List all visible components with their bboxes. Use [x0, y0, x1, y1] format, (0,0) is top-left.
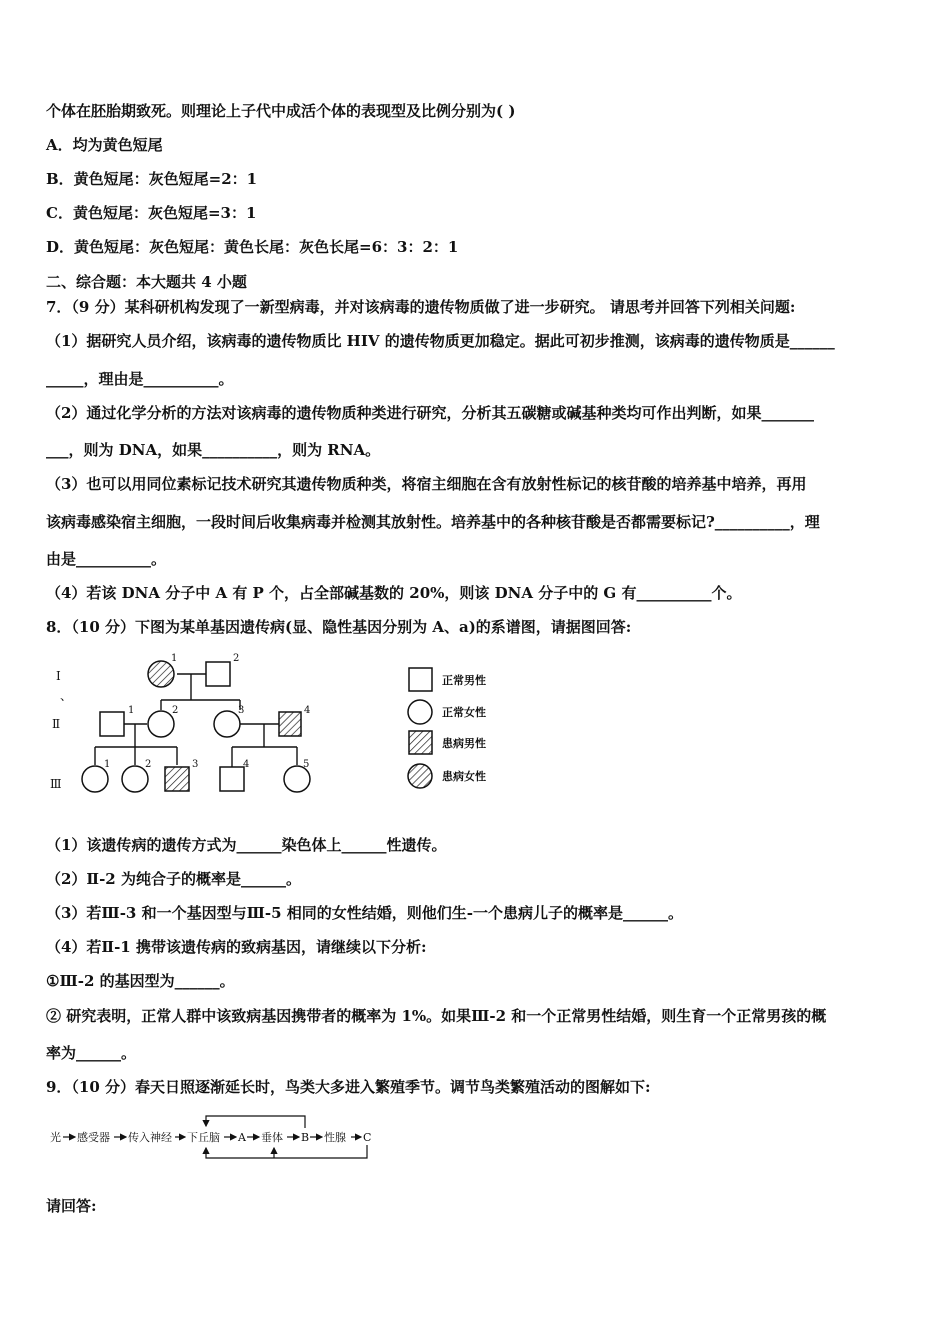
question-8-part4-sub2-cont: 率为______。: [46, 1044, 137, 1062]
question-9-stem: 9．（10 分）春天日照逐渐延长时，鸟类大多进入繁殖季节。调节鸟类繁殖活动的图解如下:: [46, 1078, 651, 1096]
individual-III-4: [220, 767, 244, 791]
individual-III-3: [165, 767, 189, 791]
number-III-4: 4: [243, 759, 250, 770]
question-8-part3: （3）若Ⅲ-3 和一个基因型与Ⅲ-5 相同的女性结婚，则他们生-一个患病儿子的概率是______。: [46, 904, 683, 922]
question-7-part3-cont: 该病毒感染宿主细胞，一段时间后收集病毒并检测其放射性。培养基中的各种核苷酸是否都需要标记?__________，理: [46, 513, 820, 531]
question-7-part1-cont: _____，理由是__________。: [46, 370, 234, 388]
number-I-2: 2: [233, 653, 240, 664]
generation-label-1: Ⅰ: [56, 669, 61, 683]
legend-male-affected-symbol: [409, 731, 432, 754]
option-c: C．黄色短尾：灰色短尾=3：1: [46, 204, 257, 222]
question-7-part2: （2）通过化学分析的方法对该病毒的遗传物质种类进行研究，分析其五碳糖或碱基种类均可作出判断，如果_______: [46, 404, 814, 422]
answer-prompt: 请回答:: [46, 1197, 97, 1215]
option-b: B．黄色短尾：灰色短尾=2：1: [46, 170, 258, 188]
question-8-stem: 8．（10 分）下图为某单基因遗传病(显、隐性基因分别为 A、a)的系谱图，请据图回答:: [46, 618, 632, 636]
flow-node-light: 光: [50, 1131, 61, 1144]
flow-node-c: C: [363, 1131, 372, 1144]
number-III-1: 1: [104, 759, 111, 770]
regulation-flow-diagram: [44, 1110, 384, 1165]
question-7-part2-cont: ___，则为 DNA，如果__________，则为 RNA。: [46, 441, 381, 459]
individual-II-1: [100, 712, 124, 736]
flow-node-b: B: [301, 1131, 310, 1144]
question-8-part4-sub1: ①Ⅲ-2 的基因型为______。: [46, 972, 235, 990]
question-8-part4: （4）若Ⅱ-1 携带该遗传病的致病基因，请继续以下分析:: [46, 938, 427, 956]
number-II-2: 2: [172, 705, 179, 716]
flow-node-pituitary: 垂体: [261, 1131, 283, 1144]
question-7-part4: （4）若该 DNA 分子中 A 有 P 个，占全部碱基数的 20%，则该 DNA 分子中的 G 有__________个。: [46, 584, 742, 602]
individual-II-2: [148, 711, 174, 737]
number-II-3: 3: [238, 705, 245, 716]
text-line-fragment: 个体在胚胎期致死。则理论上子代中成活个体的表现型及比例分别为( ): [46, 102, 516, 120]
legend-female-affected-symbol: [408, 764, 432, 788]
generation-label-3: Ⅲ: [50, 777, 62, 791]
question-7-part3: （3）也可以用同位素标记技术研究其遗传物质种类，将宿主细胞在含有放射性标记的核苷酸的培养基中培养，再用: [46, 475, 807, 493]
individual-II-4: [279, 712, 301, 736]
question-7-part3-cont2: 由是__________。: [46, 550, 167, 568]
question-8-part4-sub2: ② 研究表明，正常人群中该致病基因携带者的概率为 1%。如果Ⅲ-2 和一个正常男性结婚，则生育一个正常男孩的概: [46, 1007, 827, 1025]
flow-node-receptor: 感受器: [77, 1131, 110, 1144]
individual-II-3: [214, 711, 240, 737]
number-II-4: 4: [304, 705, 311, 716]
question-7-stem: 7．（9 分）某科研机构发现了一新型病毒，并对该病毒的遗传物质做了进一步研究。 请思考并回答下列相关问题:: [46, 298, 796, 316]
legend-female-affected-label: 患病女性: [442, 770, 486, 783]
legend-female-normal-symbol: [408, 700, 432, 724]
question-8-part2: （2）Ⅱ-2 为纯合子的概率是______。: [46, 870, 301, 888]
question-7-part1: （1）据研究人员介绍，该病毒的遗传物质比 HIV 的遗传物质更加稳定。据此可初步推测，该病毒的遗传物质是______: [46, 332, 835, 350]
option-a: A．均为黄色短尾: [46, 136, 163, 154]
number-III-2: 2: [145, 759, 152, 770]
question-8-part1: （1）该遗传病的遗传方式为______染色体上______性遗传。: [46, 836, 447, 854]
pedigree-chart: [44, 650, 514, 805]
number-III-5: 5: [303, 759, 310, 770]
number-III-3: 3: [192, 759, 199, 770]
legend-female-normal-label: 正常女性: [442, 706, 486, 719]
individual-I-1: [148, 661, 174, 687]
number-I-1: 1: [171, 653, 178, 664]
number-II-1: 1: [128, 705, 135, 716]
legend-male-normal-symbol: [409, 668, 432, 691]
individual-I-2: [206, 662, 230, 686]
legend-male-normal-label: 正常男性: [442, 674, 486, 687]
flow-node-gonad: 性腺: [324, 1131, 346, 1144]
generation-comma: 、: [60, 689, 73, 703]
flow-node-a: A: [238, 1131, 246, 1144]
flow-node-hypothalamus: 下丘脑: [187, 1131, 220, 1144]
generation-label-2: Ⅱ: [52, 717, 61, 731]
legend-male-affected-label: 患病男性: [442, 737, 486, 750]
section-heading: 二、综合题：本大题共 4 小题: [46, 273, 247, 291]
flow-node-afferent-nerve: 传入神经: [128, 1131, 172, 1144]
option-d: D．黄色短尾：灰色短尾：黄色长尾：灰色长尾=6：3：2：1: [46, 238, 459, 256]
